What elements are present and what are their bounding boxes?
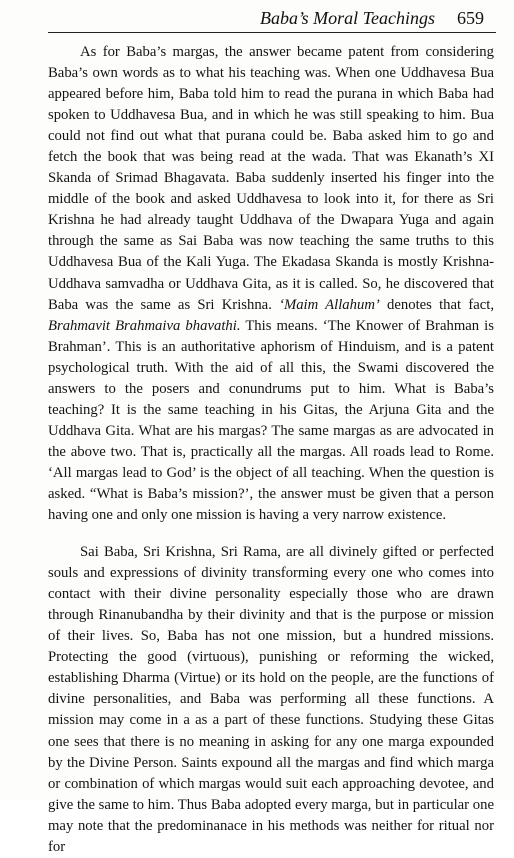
paragraph-1: [48, 42, 494, 526]
paragraph-1-text-b: denotes that fact,: [387, 296, 494, 313]
paragraph-1-text-c: This means. ‘The Knower of Brahman is Brahman’. This is an authoritative aphorism of Hinduism, and is a patent psychological truth. With the aid of all this, the Swami discovered the answers to the posers and conundrums put to him. What is Baba’s teaching? It is the same teaching in his Gitas, the Arjuna Gita and the Uddhava Gita. What are his margas? The same margas as are advocated in the above two. That is, practically all the margas. All roads lead to Rome. ‘All margas lead to God’ is the object of all teaching. When the question is asked. “What is Baba’s mission?’, the answer must be given that a person having one and only one mission is having a very narrow existence.: [48, 317, 494, 524]
paragraph-1-italic-phrase-a: ‘Maim Allahum’: [279, 296, 380, 313]
paragraph-1-text-a: As for Baba’s margas, the answer became patent from considering Baba’s own words as to what his teaching was. When one Uddhavesa Bua appeared before him, Baba told him to read the purana in which Baba had spoken to Uddhavesa Bua, and in which he was still speaking to him. Bua could not find out what that purana could be. Baba asked him to go and fetch the book that was being read at the wada. That was Ekanath’s XI Skanda of Srimad Bhagavata. Baba suddenly inserted his finger into the middle of the book and asked Uddhavesa to look into it, for there as Sri Krishna he had already taught Uddhava of the Dwapara Yuga and again through the same as Sai Baba was now teaching the same truths to this Uddhavesa Bua of the Kali Yuga. The Ekadasa Skanda is mostly Krishna-Uddhava samvadha or Uddhava Gita, as it is called. So, he discovered that Baba was the same as Sri Krishna.: [48, 44, 494, 313]
body-text: [48, 42, 494, 858]
paragraph-2: Sai Baba, Sri Krishna, Sri Rama, are all divinely gifted or perfected souls and expressions of divinity transforming every one who comes into contact with their divine personality especially those who are drawn through Rinanubandha by their divinity and that is the purpose or mission of their lives. So, Baba has not one mission, but a hundred missions. Protecting the good (virtuous), punishing or reforming the wicked, establishing Dharma (Virtue) or its hold on the people, are the functions of divine personalities, and Baba was performing all these functions. A mission may come in a as a part of these functions. Studying these Gitas one sees that there is no meaning in asking for any one marga expounded by the Divine Person. Saints expound all the margas and find which marga or combination of which margas would suit each approaching devotee, and give the same to him. Thus Baba adopted every marga, but in particular one may note that the predominanace in his methods was neither for ritual nor for: [48, 544, 494, 855]
running-header: [48, 2, 496, 33]
page-number: 659: [457, 8, 484, 28]
paragraph-1-italic-phrase-b: Brahmavit Brahmaiva bhavathi.: [48, 317, 241, 334]
running-title: Baba’s Moral Teachings: [260, 8, 436, 28]
